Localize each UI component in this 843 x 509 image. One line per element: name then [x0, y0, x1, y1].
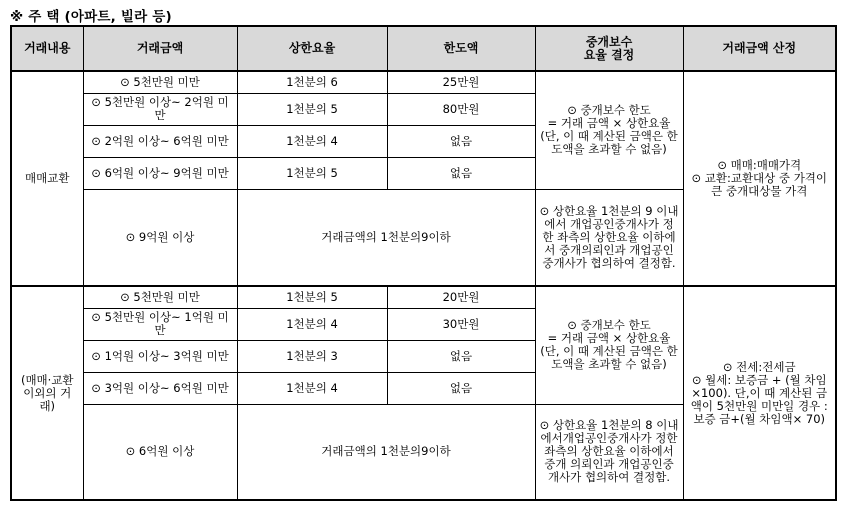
header-type: 거래내용	[11, 26, 83, 71]
header-rate: 상한요율	[237, 26, 387, 71]
amount-cell: ⊙ 9억원 이상	[83, 189, 237, 286]
rate-cell: 1천분의 6	[237, 71, 387, 93]
rate-limit-cell: 거래금액의 1천분의9이하	[237, 189, 535, 286]
group-type-cell: 매매교환	[11, 71, 83, 286]
amount-cell: ⊙ 3억원 이상~ 6억원 미만	[83, 372, 237, 404]
header-calc: 거래금액 산정	[683, 26, 836, 71]
rate-cell: 1천분의 5	[237, 93, 387, 125]
fee-limit-note: ⊙ 중개보수 한도 = 거래 금액 × 상한요율 (단, 이 때 계산된 금액은 한도액을 초과할 수 없음)	[535, 286, 683, 404]
page-title: ※ 주 택 (아파트, 빌라 등)	[10, 9, 172, 25]
fee-decision-note: ⊙ 상한요율 1천분의 8 이내에서개업공인중개사가 정한 좌측의 상한요율 이하에서 중개 의뢰인과 개업공인중개사가 협의하여 결정함.	[535, 404, 683, 500]
limit-cell: 20만원	[387, 286, 535, 308]
rate-cell: 1천분의 4	[237, 125, 387, 157]
calc-note: ⊙ 전세:전세금 ⊙ 월세: 보증금 + (월 차임×100). 단,이 때 계산된 금액이 5천만원 미만일 경우 : 보증 금+(월 차임액× 70)	[683, 286, 836, 500]
rate-cell: 1천분의 4	[237, 308, 387, 340]
amount-cell: ⊙ 5천만원 이상~ 1억원 미만	[83, 308, 237, 340]
amount-cell: ⊙ 2억원 이상~ 6억원 미만	[83, 125, 237, 157]
brokerage-fee-table	[10, 25, 837, 501]
amount-cell: ⊙ 5천만원 미만	[83, 286, 237, 308]
group-type-cell: (매매·교환 이외의 거래)	[11, 286, 83, 500]
amount-cell: ⊙ 6억원 이상~ 9억원 미만	[83, 157, 237, 189]
amount-cell: ⊙ 6억원 이상	[83, 404, 237, 500]
limit-cell: 80만원	[387, 93, 535, 125]
rate-cell: 1천분의 3	[237, 340, 387, 372]
calc-note: ⊙ 매매:매매가격 ⊙ 교환:교환대상 중 가격이 큰 중개대상물 가격	[683, 71, 836, 286]
amount-cell: ⊙ 5천만원 미만	[83, 71, 237, 93]
header-fee: 중개보수 요율 결정	[535, 26, 683, 71]
limit-cell: 25만원	[387, 71, 535, 93]
limit-cell: 30만원	[387, 308, 535, 340]
fee-limit-note: ⊙ 중개보수 한도 = 거래 금액 × 상한요율 (단, 이 때 계산된 금액은 한도액을 초과할 수 없음)	[535, 71, 683, 189]
limit-cell: 없음	[387, 340, 535, 372]
limit-cell: 없음	[387, 372, 535, 404]
header-amount: 거래금액	[83, 26, 237, 71]
rate-cell: 1천분의 5	[237, 286, 387, 308]
amount-cell: ⊙ 5천만원 이상~ 2억원 미만	[83, 93, 237, 125]
fee-decision-note: ⊙ 상한요율 1천분의 9 이내에서 개업공인중개사가 정한 좌측의 상한요율 이하에서 중개의뢰인과 개업공인중개사가 협의하여 결정함.	[535, 189, 683, 286]
header-limit: 한도액	[387, 26, 535, 71]
limit-cell: 없음	[387, 157, 535, 189]
rate-limit-cell: 거래금액의 1천분의9이하	[237, 404, 535, 500]
limit-cell: 없음	[387, 125, 535, 157]
rate-cell: 1천분의 5	[237, 157, 387, 189]
rate-cell: 1천분의 4	[237, 372, 387, 404]
amount-cell: ⊙ 1억원 이상~ 3억원 미만	[83, 340, 237, 372]
